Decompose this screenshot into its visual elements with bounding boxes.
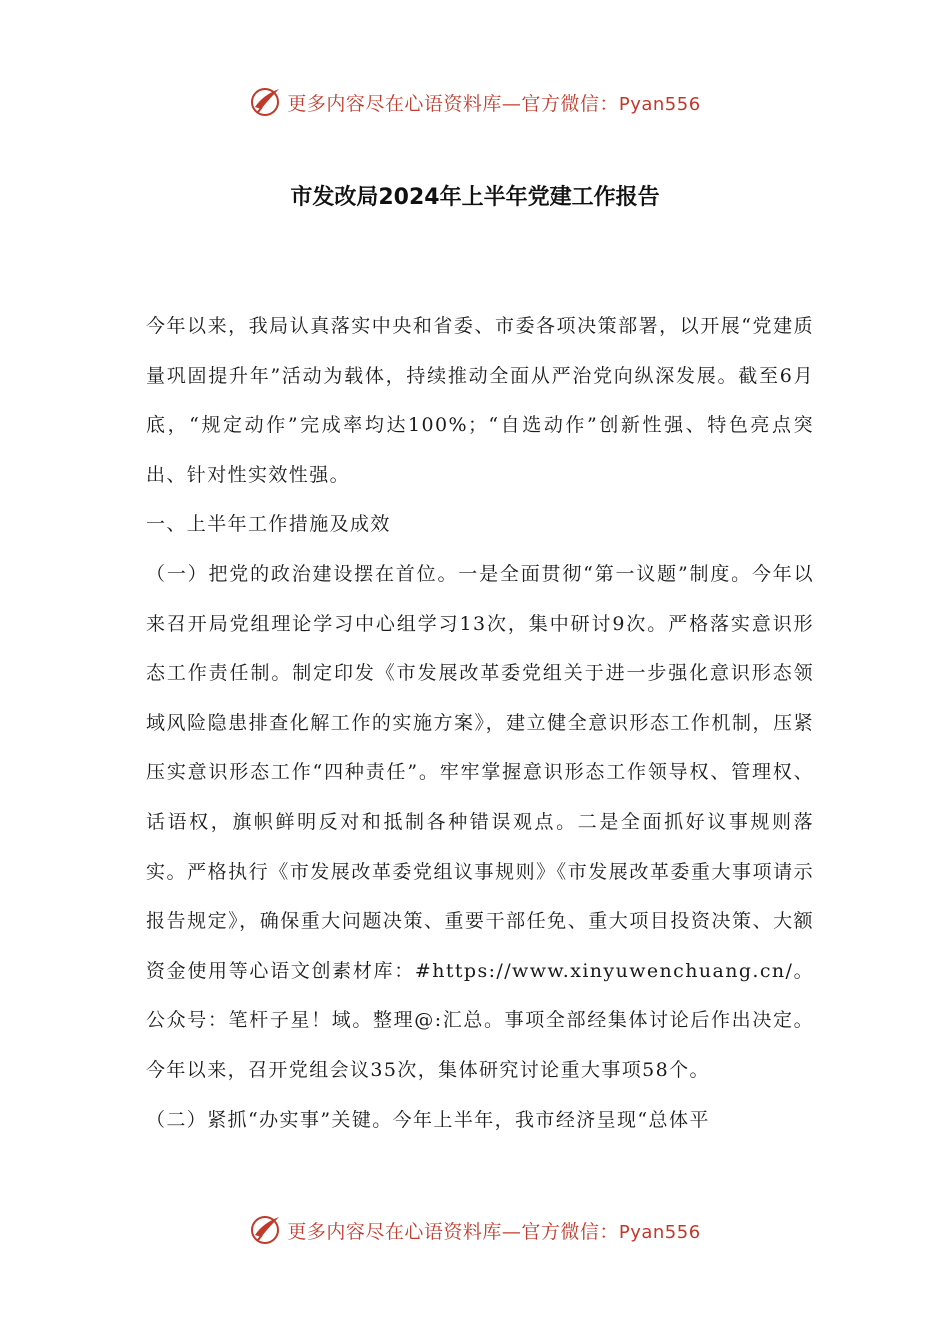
- pen-circle-logo-icon: [249, 1213, 283, 1247]
- intro-paragraph: 今年以来，我局认真落实中央和省委、市委各项决策部署，以开展“党建质量巩固提升年”活动为载体，持续推动全面从严治党向纵深发展。截至6月底，“规定动作”完成率均达100%；“自选动作”创新性强、特色亮点突出、针对性实效性强。: [146, 315, 814, 486]
- body-paragraph: （二）紧抓“办实事”关键。今年上半年，我市经济呈现“总体平: [146, 1108, 710, 1131]
- pen-circle-logo-icon: [249, 85, 283, 119]
- body-paragraph: （一）把党的政治建设摆在首位。一是全面贯彻“第一议题”制度。今年以来召开局党组理论学习中心组学习13次，集中研讨9次。严格落实意识形态工作责任制。制定印发《市发展改革委党组关于进一步强化意识形态领域风险隐患排查化解工作的实施方案》，建立健全意识形态工作机制，压紧压实意识形态工作“四种责任”。牢牢掌握意识形态工作领导权、管理权、话语权，旗帜鲜明反对和抵制各种错误观点。二是全面抓好议事规则落实。严格执行《市发展改革委党组议事规则》《市发展改革委重大事项请示报告规定》，确保重大问题决策、重要干部任免、重大项目投资决策、大额资金使用等心语文创素材库：#https://www.xinyuwenchuang.cn/。公众号：笔杆子星！域。整理@:汇总。事项全部经集体讨论后作出决定。今年以来，召开党组会议35次，集体研究讨论重大事项58个。: [146, 562, 814, 1081]
- section-heading: 一、上半年工作措施及成效: [146, 513, 391, 536]
- watermark-text: 更多内容尽在心语资料库—官方微信：Pyan556: [287, 1220, 701, 1243]
- document-title: 市发改局2024年上半年党建工作报告: [290, 185, 660, 210]
- document-body: [146, 302, 814, 1145]
- footer-watermark: [0, 1210, 950, 1250]
- header-watermark: [0, 82, 950, 122]
- watermark-text: 更多内容尽在心语资料库—官方微信：Pyan556: [287, 92, 701, 115]
